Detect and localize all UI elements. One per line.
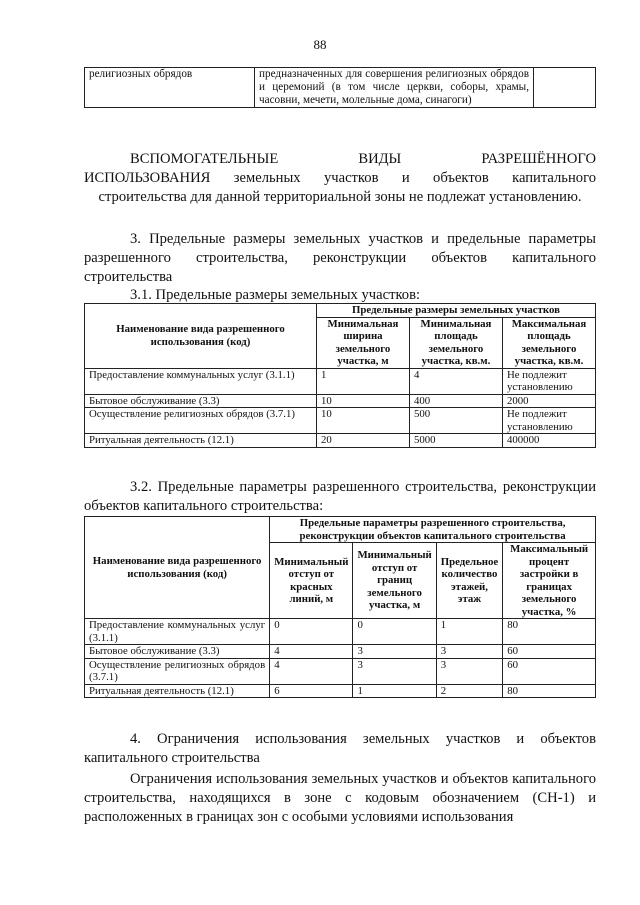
page-number: 88 [313, 37, 327, 52]
cell-boundary-setback: 3 [353, 658, 436, 684]
continued-table [84, 67, 596, 108]
table-row [85, 368, 596, 394]
header-group: Предельные параметры разрешенного строительства, реконструкции объектов капитального строительства [270, 517, 596, 543]
land-plot-size-table [84, 303, 596, 448]
section3-2-title: 3.2. Предельные параметры разрешенного строительства, реконструкции объектов капитального строительства: [84, 479, 596, 514]
cell-red-line-setback: 4 [270, 658, 353, 684]
row-name: Осуществление религиозных обрядов (3.7.1) [85, 658, 270, 684]
table-row [85, 658, 596, 684]
row-name: Ритуальная деятельность (12.1) [85, 684, 270, 698]
aux-heading-line2 [84, 169, 596, 188]
table-row [85, 68, 596, 108]
cell-coverage: 60 [503, 645, 596, 659]
section3-1-title: 3.1. Предельные размеры земельных участков: [130, 287, 421, 303]
cell-floors: 2 [436, 684, 503, 698]
cell-red-line-setback: 6 [270, 684, 353, 698]
header-col: Минимальная площадь земельного участка, кв.м. [409, 317, 502, 368]
section4-body: Ограничения использования земельных участков и объектов капитального строительства, находящихся в зоне с кодовым обозначением (СН-1) и расположенных в границах зон с особыми условиями использования [84, 771, 596, 825]
header-col: Максимальная площадь земельного участка, кв.м. [502, 317, 595, 368]
cell-min-width: 10 [316, 394, 409, 408]
cell-min-width: 10 [316, 408, 409, 434]
cell-floors: 1 [436, 619, 503, 645]
cell-red-line-setback: 0 [270, 619, 353, 645]
aux-heading-line1: ВСПОМОГАТЕЛЬНЫЕ ВИДЫ РАЗРЕШЁННОГО [130, 151, 596, 167]
section4-heading: 4. Ограничения использования земельных участков и объектов капитального строительства [84, 731, 596, 766]
cell-max-area: Не подлежит установлению [502, 368, 595, 394]
cell-coverage: 80 [503, 684, 596, 698]
aux-heading-caps: ИСПОЛЬЗОВАНИЯ [84, 170, 211, 186]
row-name: Осуществление религиозных обрядов (3.7.1) [85, 408, 317, 434]
header-name: Наименование вида разрешенного использования (код) [85, 517, 270, 619]
header-group: Предельные размеры земельных участков [316, 304, 595, 318]
row-name: Предоставление коммунальных услуг (3.1.1) [85, 368, 317, 394]
row-name: Бытовое обслуживание (3.3) [85, 394, 317, 408]
cell-max-area: Не подлежит установлению [502, 408, 595, 434]
table-header-row [85, 304, 596, 318]
header-col: Минимальный отступ от границ земельного участка, м [353, 543, 436, 619]
aux-heading-rest: земельных участков и объектов капитального [210, 170, 596, 186]
table-row [85, 645, 596, 659]
table-cell: предназначенных для совершения религиозных обрядов и церемоний (в том числе церкви, соборы, храмы, часовни, мечети, молельные дома, синагоги) [255, 68, 534, 108]
header-col: Минимальная ширина земельного участка, м [316, 317, 409, 368]
cell-min-area: 400 [409, 394, 502, 408]
cell-min-area: 5000 [409, 434, 502, 448]
aux-heading-line3: строительства для данной территориальной зоны не подлежат установлению. [98, 189, 582, 205]
header-col: Максимальный процент застройки в границах земельного участка, % [503, 543, 596, 619]
cell-floors: 3 [436, 645, 503, 659]
cell-min-area: 4 [409, 368, 502, 394]
section3-heading: 3. Предельные размеры земельных участков и предельные параметры разрешенного строительства, реконструкции объектов капитального строительства [84, 231, 596, 285]
table-row [85, 394, 596, 408]
header-col: Минимальный отступ от красных линий, м [270, 543, 353, 619]
header-name: Наименование вида разрешенного использования (код) [85, 304, 317, 369]
row-name: Бытовое обслуживание (3.3) [85, 645, 270, 659]
row-name: Предоставление коммунальных услуг (3.1.1) [85, 619, 270, 645]
table-row [85, 408, 596, 434]
cell-min-width: 1 [316, 368, 409, 394]
cell-max-area: 2000 [502, 394, 595, 408]
cell-max-area: 400000 [502, 434, 595, 448]
table-cell: религиозных обрядов [85, 68, 255, 108]
cell-boundary-setback: 1 [353, 684, 436, 698]
auxiliary-uses-heading [84, 150, 596, 207]
table-row [85, 619, 596, 645]
table-header-row [85, 517, 596, 543]
cell-min-area: 500 [409, 408, 502, 434]
cell-coverage: 60 [503, 658, 596, 684]
table-row [85, 684, 596, 698]
cell-boundary-setback: 3 [353, 645, 436, 659]
table-cell [534, 68, 596, 108]
cell-red-line-setback: 4 [270, 645, 353, 659]
row-name: Ритуальная деятельность (12.1) [85, 434, 317, 448]
cell-floors: 3 [436, 658, 503, 684]
table-row [85, 434, 596, 448]
cell-coverage: 80 [503, 619, 596, 645]
construction-parameters-table [84, 516, 596, 698]
cell-boundary-setback: 0 [353, 619, 436, 645]
cell-min-width: 20 [316, 434, 409, 448]
header-col: Предельное количество этажей, этаж [436, 543, 503, 619]
